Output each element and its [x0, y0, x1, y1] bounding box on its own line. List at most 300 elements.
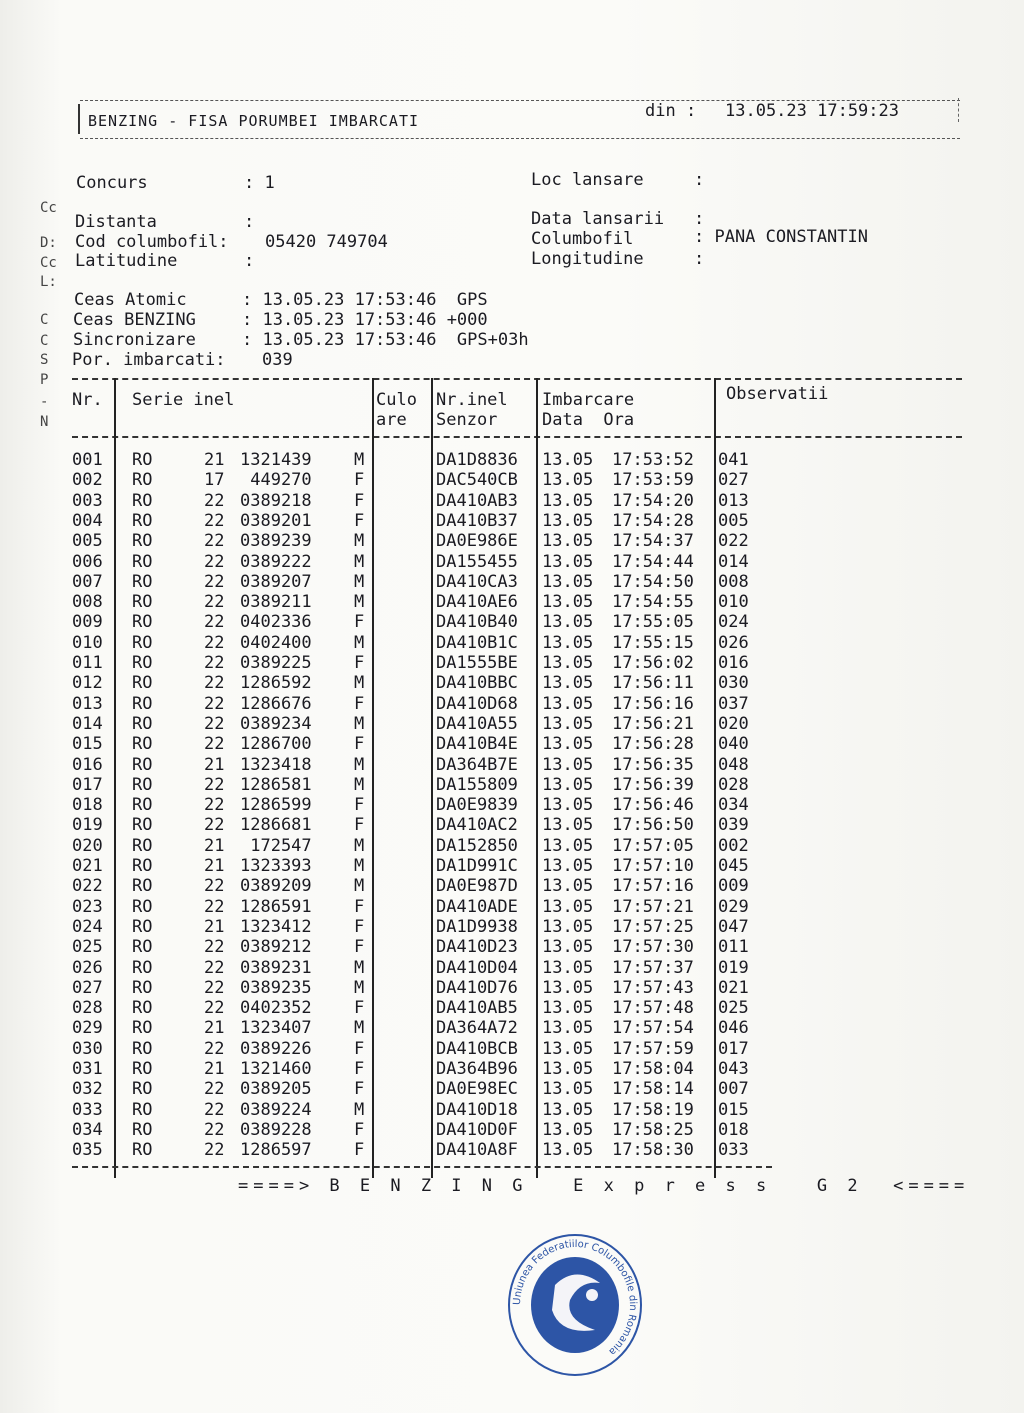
- cell-date: 13.05: [542, 774, 594, 795]
- cell-country: RO: [132, 1079, 153, 1100]
- cell-sensor: DA410ADE: [436, 896, 518, 917]
- cell-year: 17: [204, 470, 225, 491]
- cell-country: RO: [132, 957, 153, 978]
- date-value: 13.05.23 17:59:23: [725, 101, 899, 121]
- cell-ring: 1323407: [240, 1018, 312, 1039]
- cell-nr: 019: [72, 815, 103, 836]
- cell-observatii: 026: [718, 632, 749, 653]
- cell-ring: 0389212: [240, 937, 312, 958]
- cell-year: 22: [204, 632, 225, 653]
- column-divider: [372, 378, 374, 1178]
- cell-nr: 014: [72, 713, 103, 734]
- cell-country: RO: [132, 734, 153, 755]
- cell-observatii: 027: [718, 470, 749, 491]
- margin-stub: L:: [40, 274, 57, 290]
- cell-country: RO: [132, 1140, 153, 1161]
- cell-ring: 1321439: [240, 450, 312, 470]
- cell-sex: F: [354, 916, 365, 937]
- column-header-nrinel-1: Nr.inel: [436, 390, 508, 410]
- cell-year: 22: [204, 490, 225, 511]
- cell-sex: M: [354, 977, 365, 998]
- cell-date: 13.05: [542, 734, 594, 755]
- cell-observatii: 045: [718, 856, 749, 876]
- cell-observatii: 002: [718, 835, 749, 856]
- cell-sex: M: [354, 632, 365, 653]
- column-header-culoare-1: Culo: [376, 390, 417, 410]
- margin-stub: C: [40, 312, 49, 328]
- cell-time: 17:57:43: [612, 977, 694, 998]
- cell-sex: M: [354, 531, 365, 552]
- cell-nr: 034: [72, 1119, 103, 1140]
- cell-sex: M: [354, 551, 365, 572]
- cell-country: RO: [132, 876, 153, 897]
- cell-sensor: DA0E9839: [436, 795, 518, 816]
- cell-country: RO: [132, 1119, 153, 1140]
- cell-country: RO: [132, 795, 153, 816]
- cell-nr: 001: [72, 450, 103, 470]
- cell-country: RO: [132, 713, 153, 734]
- margin-stub: D:: [40, 235, 57, 251]
- cell-date: 13.05: [542, 876, 594, 897]
- column-header-nr: Nr.: [72, 390, 103, 410]
- cell-sensor: DA155455: [436, 551, 518, 572]
- cell-time: 17:58:30: [612, 1140, 694, 1161]
- cell-nr: 028: [72, 998, 103, 1019]
- cell-date: 13.05: [542, 1099, 594, 1120]
- cell-sensor: DA410BBC: [436, 673, 518, 694]
- cell-sex: F: [354, 1038, 365, 1059]
- cell-sex: F: [354, 937, 365, 958]
- cell-date: 13.05: [542, 856, 594, 876]
- cell-ring: 1286581: [240, 774, 312, 795]
- cell-sex: M: [354, 876, 365, 897]
- cell-year: 22: [204, 1099, 225, 1120]
- cell-country: RO: [132, 632, 153, 653]
- cell-sex: F: [354, 1140, 365, 1161]
- cell-time: 17:56:39: [612, 774, 694, 795]
- cell-time: 17:57:54: [612, 1018, 694, 1039]
- cell-date: 13.05: [542, 632, 594, 653]
- cell-date: 13.05: [542, 551, 594, 572]
- cell-sensor: DA410D68: [436, 693, 518, 714]
- cell-observatii: 015: [718, 1099, 749, 1120]
- cell-sex: F: [354, 1059, 365, 1079]
- cell-date: 13.05: [542, 1119, 594, 1140]
- cell-ring: 1323418: [240, 754, 312, 775]
- cell-nr: 013: [72, 693, 103, 714]
- cell-sex: F: [354, 612, 365, 633]
- cell-country: RO: [132, 815, 153, 836]
- cell-ring: 0402400: [240, 632, 312, 653]
- cell-date: 13.05: [542, 653, 594, 673]
- document-title: BENZING - FISA PORUMBEI IMBARCATI: [88, 112, 420, 130]
- data-lansarii-value: :: [694, 209, 705, 229]
- cell-nr: 026: [72, 957, 103, 978]
- cell-nr: 004: [72, 510, 103, 531]
- cell-year: 22: [204, 734, 225, 755]
- loc-lansare-value: :: [694, 170, 705, 190]
- cell-sensor: DA0E98EC: [436, 1079, 518, 1100]
- table-header-rule: [72, 436, 962, 438]
- cell-ring: 1286676: [240, 693, 312, 714]
- cell-sex: M: [354, 673, 365, 694]
- cell-sensor: DA410A55: [436, 713, 518, 734]
- cell-sex: F: [354, 490, 365, 511]
- ceas-benzing-value: : 13.05.23 17:53:46 +000: [242, 310, 488, 330]
- cell-sensor: DA410B4E: [436, 734, 518, 755]
- cell-sensor: DA1D9938: [436, 916, 518, 937]
- cell-country: RO: [132, 592, 153, 613]
- cell-sensor: DA410B1C: [436, 632, 518, 653]
- longitudine-value: :: [694, 249, 705, 269]
- cell-observatii: 018: [718, 1119, 749, 1140]
- cell-country: RO: [132, 531, 153, 552]
- ceas-benzing-label: Ceas BENZING: [73, 310, 196, 330]
- cell-time: 17:58:04: [612, 1059, 694, 1079]
- federation-stamp: [500, 1225, 650, 1385]
- cell-year: 22: [204, 1119, 225, 1140]
- cell-date: 13.05: [542, 1059, 594, 1079]
- sincronizare-value: : 13.05.23 17:53:46 GPS+03h: [242, 330, 529, 350]
- cell-country: RO: [132, 856, 153, 876]
- margin-stub: Cc: [40, 255, 57, 271]
- column-divider: [714, 378, 716, 1178]
- cell-observatii: 034: [718, 795, 749, 816]
- cell-sensor: DA364B7E: [436, 754, 518, 775]
- cell-time: 17:56:28: [612, 734, 694, 755]
- cell-observatii: 016: [718, 653, 749, 673]
- cell-ring: 1323393: [240, 856, 312, 876]
- column-header-observatii: Observatii: [726, 384, 829, 404]
- cell-observatii: 030: [718, 673, 749, 694]
- cell-sex: F: [354, 815, 365, 836]
- cell-year: 22: [204, 673, 225, 694]
- cell-time: 17:57:30: [612, 937, 694, 958]
- cell-time: 17:54:44: [612, 551, 694, 572]
- cell-time: 17:58:19: [612, 1099, 694, 1120]
- cell-date: 13.05: [542, 490, 594, 511]
- cell-nr: 024: [72, 916, 103, 937]
- cell-ring: 0389226: [240, 1038, 312, 1059]
- cell-date: 13.05: [542, 713, 594, 734]
- latitudine-value: :: [244, 251, 255, 271]
- cell-sex: M: [354, 450, 365, 470]
- cell-country: RO: [132, 916, 153, 937]
- cell-sensor: DA0E986E: [436, 531, 518, 552]
- columbofil-value: : PANA CONSTANTIN: [694, 227, 868, 247]
- sincronizare-label: Sincronizare: [73, 330, 196, 350]
- cell-time: 17:55:05: [612, 612, 694, 633]
- cell-country: RO: [132, 835, 153, 856]
- cell-year: 22: [204, 551, 225, 572]
- cell-sensor: DA364B96: [436, 1059, 518, 1079]
- cell-country: RO: [132, 693, 153, 714]
- cell-ring: 0389207: [240, 571, 312, 592]
- cell-date: 13.05: [542, 693, 594, 714]
- cell-nr: 011: [72, 653, 103, 673]
- cell-year: 22: [204, 876, 225, 897]
- cell-country: RO: [132, 571, 153, 592]
- cell-sensor: DA1D8836: [436, 450, 518, 470]
- data-lansarii-label: Data lansarii: [531, 209, 665, 229]
- cell-country: RO: [132, 937, 153, 958]
- cell-date: 13.05: [542, 1140, 594, 1161]
- cell-time: 17:57:10: [612, 856, 694, 876]
- column-header-serie: Serie inel: [132, 390, 235, 410]
- cell-time: 17:56:11: [612, 673, 694, 694]
- cell-year: 21: [204, 754, 225, 775]
- cell-nr: 007: [72, 571, 103, 592]
- cell-observatii: 041: [718, 450, 749, 470]
- cell-nr: 023: [72, 896, 103, 917]
- cell-observatii: 024: [718, 612, 749, 633]
- stamp-text: Uniunea Federatiilor Columbofile din Romania: [511, 1238, 639, 1358]
- cell-observatii: 029: [718, 896, 749, 917]
- cell-ring: 0389235: [240, 977, 312, 998]
- cell-year: 22: [204, 937, 225, 958]
- cell-sex: M: [354, 592, 365, 613]
- cell-nr: 016: [72, 754, 103, 775]
- cell-sensor: DA152850: [436, 835, 518, 856]
- cell-sensor: DA410D0F: [436, 1119, 518, 1140]
- cell-date: 13.05: [542, 510, 594, 531]
- cell-time: 17:57:21: [612, 896, 694, 917]
- column-header-imbarcare-2: Data Ora: [542, 410, 635, 430]
- concurs-label: Concurs: [76, 173, 148, 193]
- cell-time: 17:54:50: [612, 571, 694, 592]
- cell-sex: F: [354, 693, 365, 714]
- cell-sex: M: [354, 1099, 365, 1120]
- cell-year: 22: [204, 713, 225, 734]
- cell-observatii: 008: [718, 571, 749, 592]
- cell-country: RO: [132, 1018, 153, 1039]
- cell-country: RO: [132, 1059, 153, 1079]
- cell-year: 21: [204, 1059, 225, 1079]
- cell-observatii: 009: [718, 876, 749, 897]
- cell-observatii: 033: [718, 1140, 749, 1161]
- cell-ring: 0389231: [240, 957, 312, 978]
- cell-year: 22: [204, 977, 225, 998]
- column-divider: [114, 378, 116, 1178]
- distanta-label: Distanta: [75, 212, 157, 232]
- cell-sensor: DA410D76: [436, 977, 518, 998]
- cell-nr: 031: [72, 1059, 103, 1079]
- cell-observatii: 037: [718, 693, 749, 714]
- table-bottom-rule: [72, 1166, 772, 1168]
- cell-sex: M: [354, 774, 365, 795]
- header-left-bar: [78, 104, 80, 134]
- cell-ring: 0389228: [240, 1119, 312, 1140]
- cell-observatii: 017: [718, 1038, 749, 1059]
- cell-year: 21: [204, 450, 225, 470]
- cell-sex: F: [354, 1079, 365, 1100]
- cell-nr: 027: [72, 977, 103, 998]
- cell-time: 17:57:48: [612, 998, 694, 1019]
- cell-date: 13.05: [542, 592, 594, 613]
- cell-sensor: DA410AB3: [436, 490, 518, 511]
- cell-date: 13.05: [542, 937, 594, 958]
- cell-sex: M: [354, 754, 365, 775]
- cell-sensor: DA410AE6: [436, 592, 518, 613]
- cell-time: 17:54:55: [612, 592, 694, 613]
- cell-year: 22: [204, 998, 225, 1019]
- cell-observatii: 014: [718, 551, 749, 572]
- cell-date: 13.05: [542, 1038, 594, 1059]
- cell-ring: 0389201: [240, 510, 312, 531]
- cell-observatii: 047: [718, 916, 749, 937]
- cell-nr: 017: [72, 774, 103, 795]
- column-divider: [431, 378, 433, 1178]
- cell-observatii: 020: [718, 713, 749, 734]
- cod-columbofil-label: Cod columbofil:: [75, 232, 229, 252]
- cell-time: 17:58:14: [612, 1079, 694, 1100]
- cell-observatii: 022: [718, 531, 749, 552]
- cell-sensor: DA1555BE: [436, 653, 518, 673]
- margin-stub: N: [40, 414, 49, 430]
- cell-country: RO: [132, 1099, 153, 1120]
- cell-ring: 1286700: [240, 734, 312, 755]
- cell-country: RO: [132, 754, 153, 775]
- cell-year: 22: [204, 612, 225, 633]
- cell-date: 13.05: [542, 673, 594, 694]
- cell-date: 13.05: [542, 612, 594, 633]
- cell-sex: F: [354, 998, 365, 1019]
- cell-ring: 0389205: [240, 1079, 312, 1100]
- cell-year: 22: [204, 693, 225, 714]
- cell-observatii: 028: [718, 774, 749, 795]
- cell-ring: 1286591: [240, 896, 312, 917]
- cell-ring: 0389218: [240, 490, 312, 511]
- cell-ring: 172547: [240, 835, 312, 856]
- cell-nr: 008: [72, 592, 103, 613]
- cell-time: 17:54:37: [612, 531, 694, 552]
- cell-sensor: DA410D18: [436, 1099, 518, 1120]
- header-right-bar: [958, 98, 959, 122]
- cell-sensor: DA410D04: [436, 957, 518, 978]
- cell-ring: 0389234: [240, 713, 312, 734]
- cell-date: 13.05: [542, 835, 594, 856]
- cell-sex: F: [354, 734, 365, 755]
- cell-year: 22: [204, 774, 225, 795]
- cell-date: 13.05: [542, 977, 594, 998]
- cell-date: 13.05: [542, 896, 594, 917]
- header-bottom-rule: [80, 138, 960, 139]
- margin-stub: -: [40, 394, 49, 410]
- cell-nr: 018: [72, 795, 103, 816]
- benzing-footer: ====> B E N Z I N G E x p r e s s G 2 <====: [238, 1176, 970, 1196]
- concurs-value: : 1: [244, 173, 275, 193]
- cell-ring: 0389222: [240, 551, 312, 572]
- cell-date: 13.05: [542, 470, 594, 491]
- cell-sensor: DA364A72: [436, 1018, 518, 1039]
- cell-nr: 035: [72, 1140, 103, 1161]
- cell-nr: 015: [72, 734, 103, 755]
- stamp-seal-icon: [500, 1225, 650, 1385]
- cell-ring: 0389209: [240, 876, 312, 897]
- cell-country: RO: [132, 470, 153, 491]
- cell-country: RO: [132, 977, 153, 998]
- cell-sensor: DA1D991C: [436, 856, 518, 876]
- cell-sensor: DA410AB5: [436, 998, 518, 1019]
- cell-time: 17:58:25: [612, 1119, 694, 1140]
- cell-observatii: 025: [718, 998, 749, 1019]
- cell-date: 13.05: [542, 998, 594, 1019]
- cell-date: 13.05: [542, 1079, 594, 1100]
- cell-observatii: 011: [718, 937, 749, 958]
- cell-sensor: DA0E987D: [436, 876, 518, 897]
- cell-time: 17:56:50: [612, 815, 694, 836]
- cell-sensor: DA410D23: [436, 937, 518, 958]
- cell-country: RO: [132, 774, 153, 795]
- cell-sensor: DA410B37: [436, 510, 518, 531]
- cell-nr: 006: [72, 551, 103, 572]
- cell-country: RO: [132, 1038, 153, 1059]
- cell-sex: F: [354, 795, 365, 816]
- cell-country: RO: [132, 450, 153, 470]
- cell-ring: 0389211: [240, 592, 312, 613]
- cell-ring: 0402336: [240, 612, 312, 633]
- cell-sex: M: [354, 835, 365, 856]
- cell-year: 22: [204, 1079, 225, 1100]
- cell-date: 13.05: [542, 795, 594, 816]
- cell-year: 21: [204, 856, 225, 876]
- cell-time: 17:53:52: [612, 450, 694, 470]
- cell-ring: 1321460: [240, 1059, 312, 1079]
- cell-sex: M: [354, 856, 365, 876]
- cell-sensor: DAC540CB: [436, 470, 518, 491]
- cell-country: RO: [132, 896, 153, 917]
- loc-lansare-label: Loc lansare: [531, 170, 644, 190]
- margin-stub: C: [40, 333, 49, 349]
- cell-sex: M: [354, 1018, 365, 1039]
- cod-columbofil-value: 05420 749704: [265, 232, 388, 252]
- cell-time: 17:57:16: [612, 876, 694, 897]
- cell-country: RO: [132, 490, 153, 511]
- cell-sex: F: [354, 1119, 365, 1140]
- cell-nr: 003: [72, 490, 103, 511]
- cell-nr: 022: [72, 876, 103, 897]
- cell-date: 13.05: [542, 815, 594, 836]
- cell-time: 17:56:35: [612, 754, 694, 775]
- cell-time: 17:56:16: [612, 693, 694, 714]
- cell-country: RO: [132, 653, 153, 673]
- column-header-culoare-2: are: [376, 410, 407, 430]
- cell-year: 22: [204, 1140, 225, 1161]
- cell-year: 22: [204, 795, 225, 816]
- cell-year: 22: [204, 571, 225, 592]
- ceas-atomic-label: Ceas Atomic: [74, 290, 187, 310]
- cell-year: 22: [204, 896, 225, 917]
- cell-observatii: 013: [718, 490, 749, 511]
- cell-year: 22: [204, 653, 225, 673]
- cell-year: 22: [204, 510, 225, 531]
- cell-country: RO: [132, 551, 153, 572]
- ceas-atomic-value: : 13.05.23 17:53:46 GPS: [242, 290, 488, 310]
- cell-country: RO: [132, 998, 153, 1019]
- cell-sex: M: [354, 957, 365, 978]
- cell-date: 13.05: [542, 754, 594, 775]
- cell-nr: 002: [72, 470, 103, 491]
- cell-observatii: 019: [718, 957, 749, 978]
- cell-observatii: 048: [718, 754, 749, 775]
- cell-observatii: 007: [718, 1079, 749, 1100]
- cell-year: 22: [204, 957, 225, 978]
- cell-year: 22: [204, 592, 225, 613]
- cell-ring: 1286599: [240, 795, 312, 816]
- cell-sex: F: [354, 653, 365, 673]
- date-label: din :: [645, 101, 697, 121]
- cell-country: RO: [132, 673, 153, 694]
